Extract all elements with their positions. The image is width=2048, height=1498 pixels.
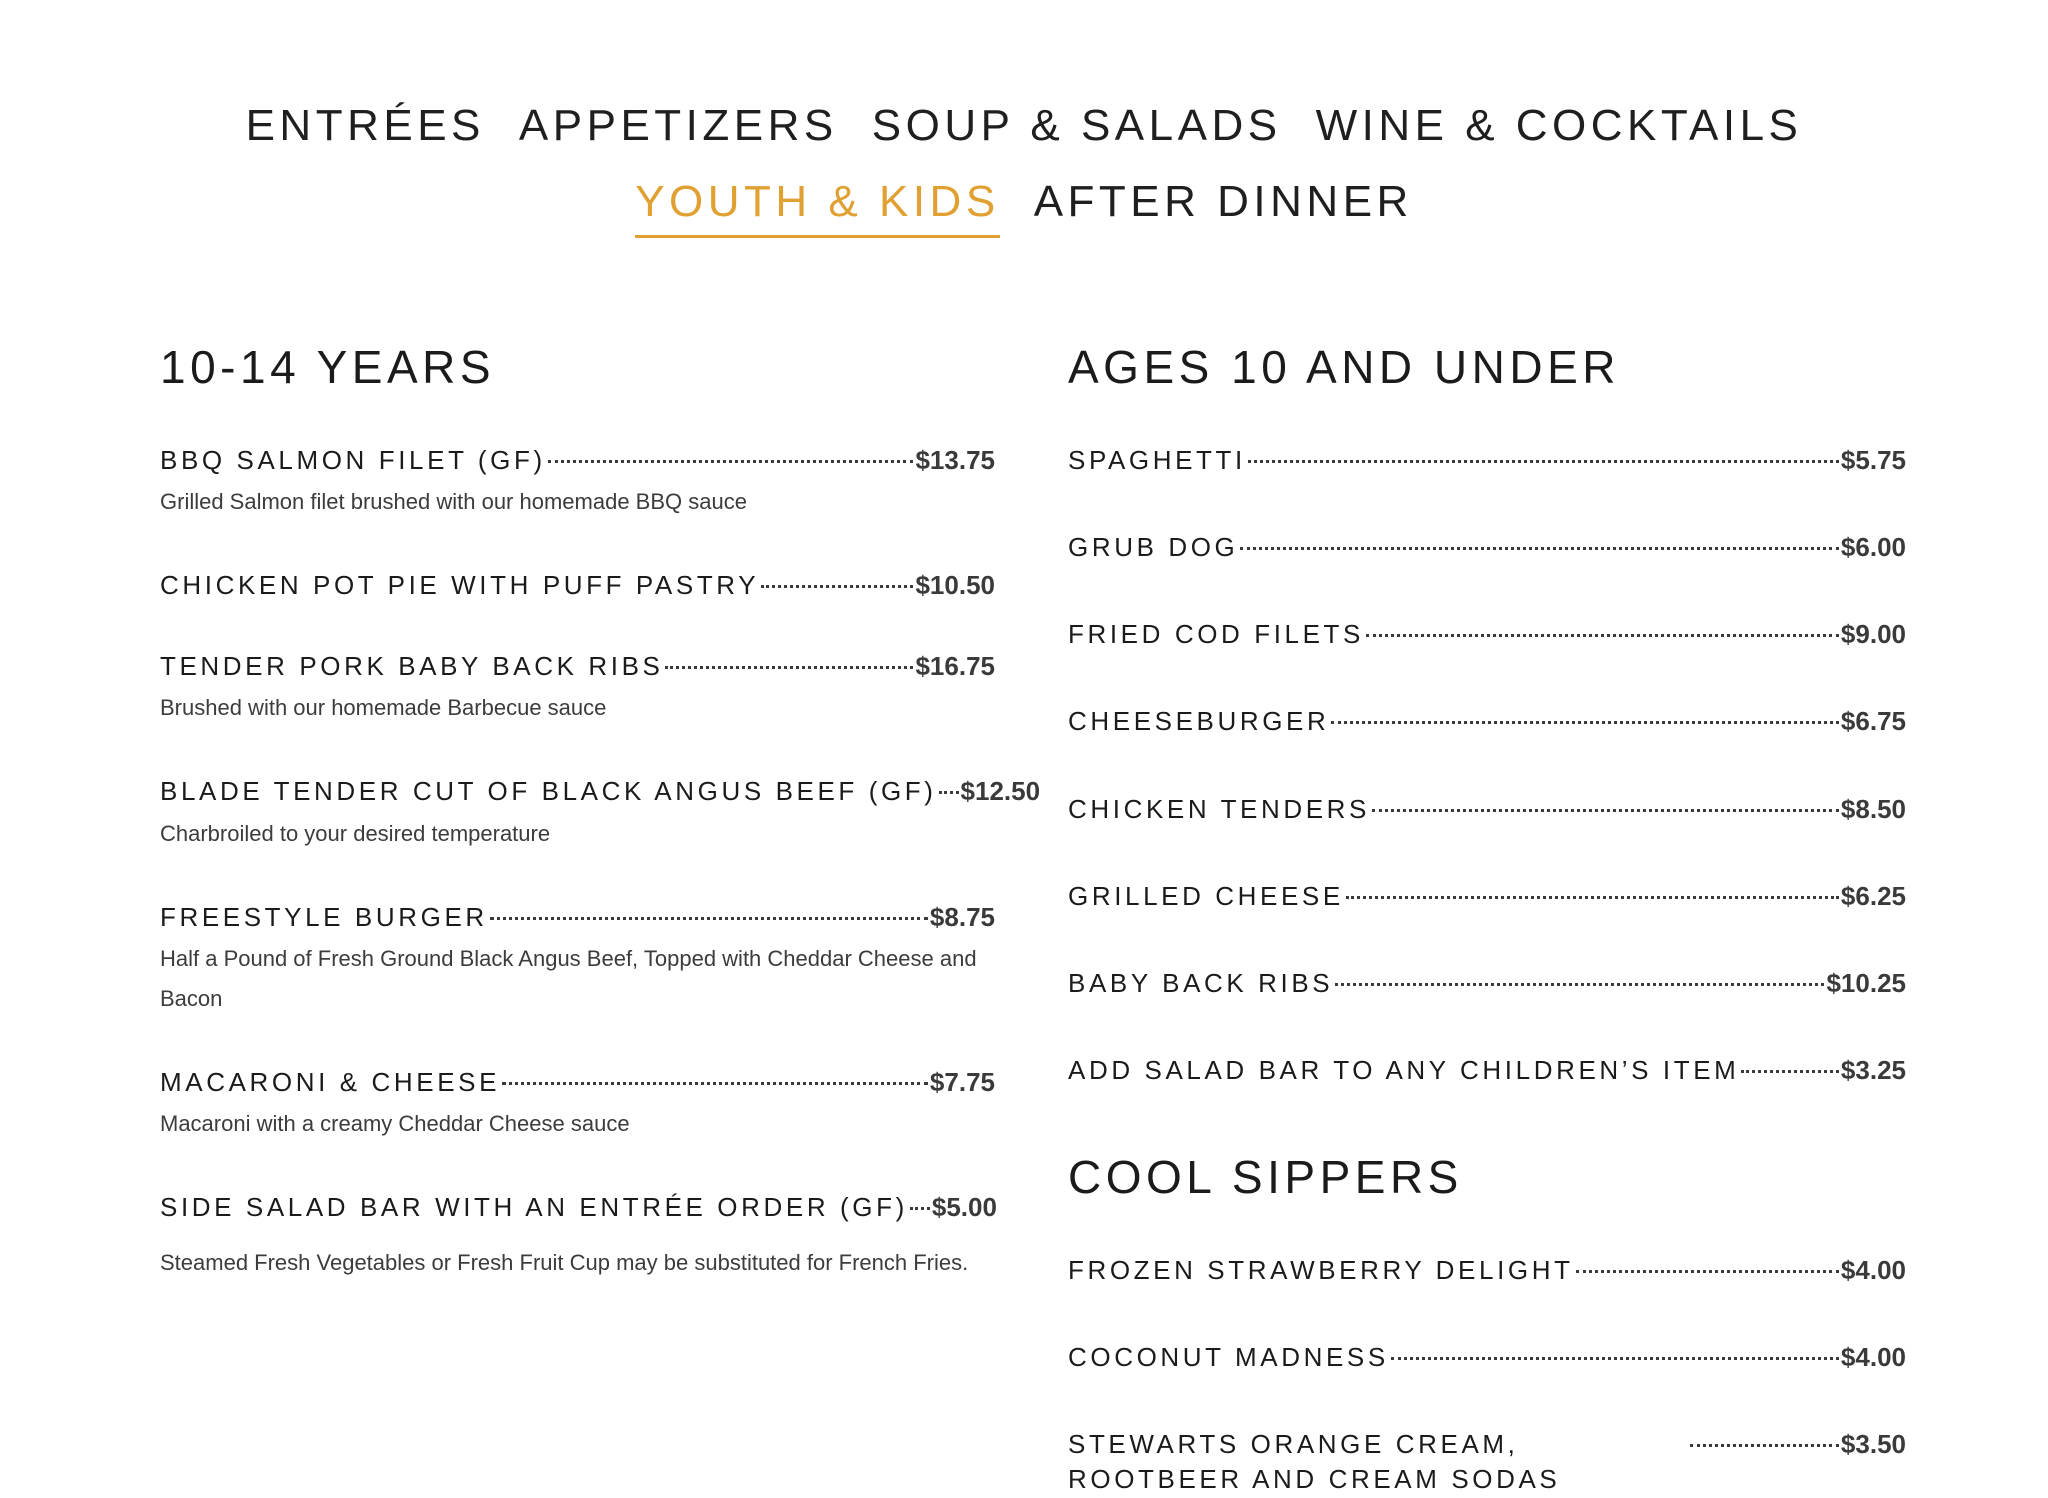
menu-item [1068, 792, 1906, 827]
tab-entrees[interactable]: ENTRÉES [245, 101, 485, 150]
section-heading-cool-sippers: COOL SIPPERS [1068, 1150, 1463, 1203]
dotted-leader [1248, 460, 1839, 463]
dotted-leader [1346, 896, 1839, 899]
tab-row-1 [0, 100, 2048, 176]
item-description: Macaroni with a creamy Cheddar Cheese sauce [160, 1110, 630, 1136]
item-price: $9.00 [1840, 619, 1906, 650]
item-price: $7.75 [929, 1066, 995, 1097]
menu-item [160, 649, 995, 728]
tab-after-dinner[interactable]: AFTER DINNER [1033, 177, 1413, 226]
item-name: GRILLED CHEESE [1068, 880, 1344, 911]
menu-item [160, 900, 995, 1019]
item-name: FROZEN STRAWBERRY DELIGHT [1068, 1255, 1574, 1286]
item-price: $12.50 [960, 776, 1041, 807]
dotted-leader [490, 917, 928, 920]
dotted-leader [910, 1207, 930, 1210]
menu-category-tabs [0, 100, 2048, 252]
item-name: BLADE TENDER CUT OF BLACK ANGUS BEEF (GF) [160, 776, 937, 807]
item-price: $5.75 [1840, 445, 1906, 476]
dotted-leader [939, 791, 959, 794]
item-price: $10.50 [915, 570, 995, 601]
item-description: Brushed with our homemade Barbecue sauce [160, 695, 607, 721]
tab-wine-cocktails[interactable]: WINE & COCKTAILS [1315, 101, 1803, 150]
section-heading: 10-14 YEARS [160, 341, 496, 393]
dotted-leader [548, 460, 914, 463]
section-heading: AGES 10 AND UNDER [1068, 341, 1620, 393]
menu-item [1068, 1427, 1906, 1497]
item-name: CHICKEN TENDERS [1068, 793, 1371, 824]
menu-item [160, 1190, 995, 1225]
dotted-leader [1240, 547, 1839, 550]
item-name: COCONUT MADNESS [1068, 1342, 1389, 1373]
item-price: $6.00 [1840, 532, 1906, 563]
menu-item [1068, 617, 1906, 652]
dotted-leader [1576, 1270, 1839, 1273]
item-price: $16.75 [915, 651, 995, 682]
dotted-leader [1331, 721, 1839, 724]
tab-soup-salads[interactable]: SOUP & SALADS [871, 101, 1282, 150]
item-name: STEWARTS ORANGE CREAM, ROOTBEER AND CREAM SODAS [1068, 1429, 1561, 1495]
dotted-leader [1335, 983, 1824, 986]
item-price: $3.25 [1840, 1054, 1906, 1085]
item-description: Half a Pound of Fresh Ground Black Angus Beef, Topped with Cheddar Cheese and Bacon [160, 945, 977, 1011]
dotted-leader [761, 585, 913, 588]
item-price: $4.00 [1840, 1255, 1906, 1286]
item-price: $3.50 [1840, 1429, 1906, 1460]
item-price: $8.75 [929, 901, 995, 932]
menu-item [1068, 966, 1906, 1001]
menu-section-ages-10-under [1068, 340, 1906, 1498]
item-name: ADD SALAD BAR TO ANY CHILDREN’S ITEM [1068, 1054, 1740, 1085]
item-name: BBQ SALMON FILET (GF) [160, 445, 546, 476]
item-name: CHEESEBURGER [1068, 706, 1330, 737]
item-price: $5.00 [931, 1191, 997, 1222]
dotted-leader [1372, 809, 1839, 812]
substitution-note: Steamed Fresh Vegetables or Fresh Fruit Cup may be substituted for French Fries. [160, 1249, 969, 1275]
item-name: FRIED COD FILETS [1068, 619, 1364, 650]
menu-item [1068, 704, 1906, 739]
item-name: MACARONI & CHEESE [160, 1066, 501, 1097]
menu-item [1068, 879, 1906, 914]
menu-item [1068, 443, 1906, 478]
menu-item [160, 443, 995, 522]
tab-youth-kids[interactable]: YOUTH & KIDS [635, 176, 1000, 238]
item-name: GRUB DOG [1068, 532, 1239, 563]
menu-item [1068, 530, 1906, 565]
dotted-leader [1366, 634, 1839, 637]
item-price: $13.75 [915, 445, 995, 476]
dotted-leader [1391, 1357, 1839, 1360]
item-price: $10.25 [1826, 967, 1906, 998]
item-description: Charbroiled to your desired temperature [160, 820, 551, 846]
tab-row-2 [0, 176, 2048, 252]
item-price: $8.50 [1840, 793, 1906, 824]
item-price: $4.00 [1840, 1342, 1906, 1373]
dotted-leader [1741, 1070, 1839, 1073]
item-description: Grilled Salmon filet brushed with our homemade BBQ sauce [160, 489, 747, 515]
item-name: SIDE SALAD BAR WITH AN ENTRÉE ORDER (GF) [160, 1191, 908, 1222]
dotted-leader [665, 666, 913, 669]
item-name: TENDER PORK BABY BACK RIBS [160, 651, 664, 682]
dotted-leader [1690, 1444, 1839, 1447]
tab-appetizers[interactable]: APPETIZERS [518, 101, 838, 150]
item-price: $6.75 [1840, 706, 1906, 737]
item-name: FREESTYLE BURGER [160, 901, 488, 932]
menu-section-10-14-years [160, 340, 1041, 1301]
menu-item [160, 568, 995, 603]
menu-item [1068, 1053, 1906, 1088]
menu-item [1068, 1253, 1906, 1288]
menu-item [160, 1065, 995, 1144]
item-name: SPAGHETTI [1068, 445, 1246, 476]
dotted-leader [502, 1082, 928, 1085]
item-price: $6.25 [1840, 880, 1906, 911]
menu-item [160, 774, 1041, 853]
item-name: CHICKEN POT PIE WITH PUFF PASTRY [160, 570, 760, 601]
item-name: BABY BACK RIBS [1068, 967, 1334, 998]
menu-item [1068, 1340, 1906, 1375]
